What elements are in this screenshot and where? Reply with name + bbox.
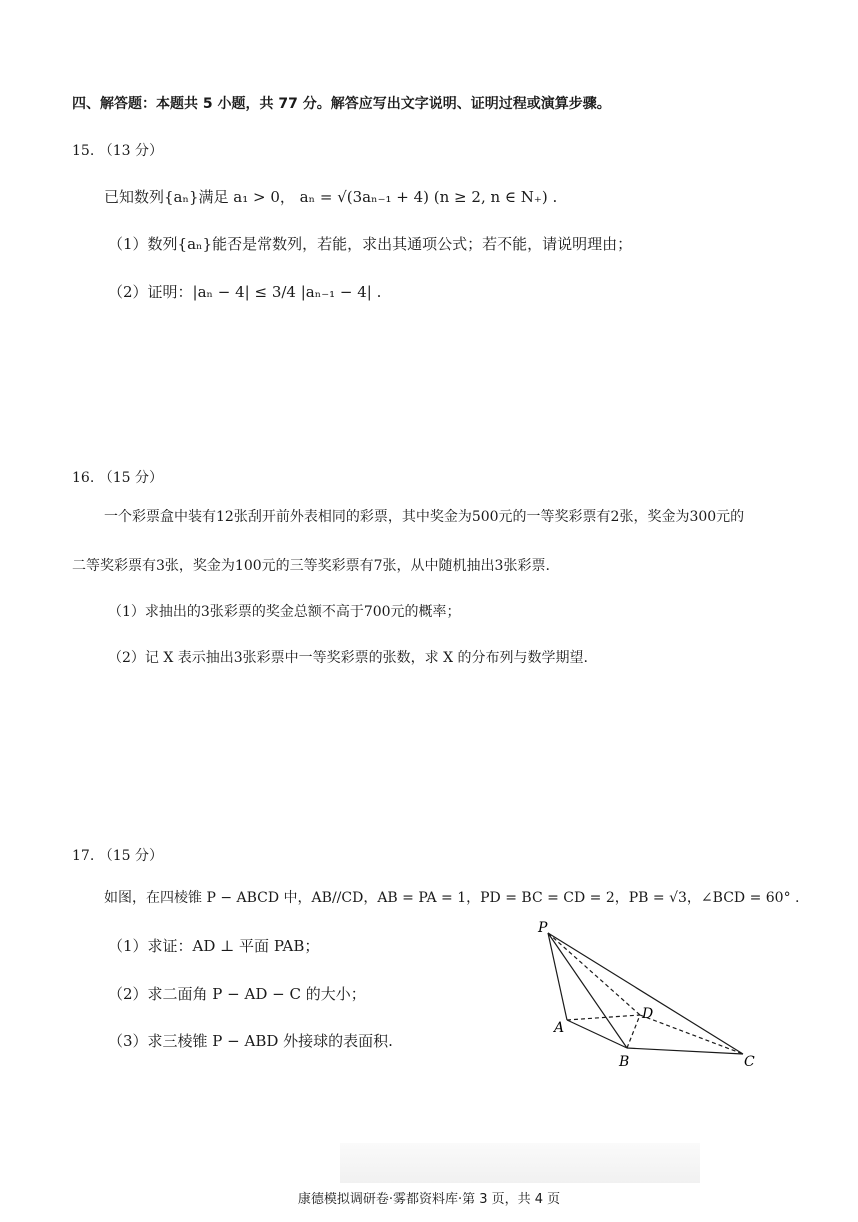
problem-17-part-1: （1）求证：AD ⊥ 平面 PAB；	[108, 937, 320, 955]
problem-15-stem: 已知数列{aₙ}满足 a₁ > 0， aₙ = √(3aₙ₋₁ + 4) (n ≥ 2, n ∈ N₊) .	[104, 188, 558, 206]
problem-17-part-2: （2）求二面角 P − AD − C 的大小；	[108, 985, 366, 1003]
edge-DC	[640, 1015, 743, 1054]
problem-16-part-2: （2）记 X 表示抽出3张彩票中一等奖彩票的张数，求 X 的分布列与数学期望.	[108, 650, 588, 666]
pyramid-figure	[530, 918, 770, 1073]
label-D: D	[642, 1006, 654, 1022]
problem-15-part-1: （1）数列{aₙ}能否是常数列，若能，求出其通项公式；若不能，请说明理由；	[108, 235, 633, 253]
problem-17-stem: 如图，在四棱锥 P − ABCD 中，AB//CD，AB = PA = 1，PD = BC = CD = 2，PB = √3，∠BCD = 60° .	[104, 890, 800, 906]
edge-BD	[627, 1015, 640, 1048]
problem-16-stem-line-2: 二等奖彩票有3张，奖金为100元的三等奖彩票有7张，从中随机抽出3张彩票.	[72, 558, 550, 574]
page-footer: 康德模拟调研卷·雾都资料库·第 3 页，共 4 页	[297, 1192, 561, 1207]
problem-15-number: 15. （13 分）	[72, 143, 163, 159]
section-heading: 四、解答题：本题共 5 小题，共 77 分。解答应写出文字说明、证明过程或演算步骤。	[72, 96, 611, 112]
edge-BC	[627, 1048, 743, 1054]
problem-17-number: 17. （15 分）	[72, 848, 163, 864]
edge-PD	[548, 933, 640, 1015]
label-C: C	[744, 1054, 755, 1070]
problem-17-part-3: （3）求三棱锥 P − ABD 外接球的表面积.	[108, 1032, 393, 1050]
label-A: A	[554, 1020, 565, 1036]
edge-PC	[548, 933, 743, 1054]
problem-16-part-1: （1）求抽出的3张彩票的奖金总额不高于700元的概率；	[108, 604, 461, 620]
problem-15-part-2: （2）证明：|aₙ − 4| ≤ 3/4 |aₙ₋₁ − 4| .	[108, 283, 382, 301]
label-P: P	[538, 920, 548, 936]
footer-shade	[340, 1143, 700, 1183]
label-B: B	[619, 1054, 630, 1070]
edge-AD	[567, 1015, 640, 1020]
problem-16-number: 16. （15 分）	[72, 470, 163, 486]
problem-16-stem-line-1: 一个彩票盒中装有12张刮开前外表相同的彩票，其中奖金为500元的一等奖彩票有2张，奖金为300元的	[104, 509, 745, 525]
